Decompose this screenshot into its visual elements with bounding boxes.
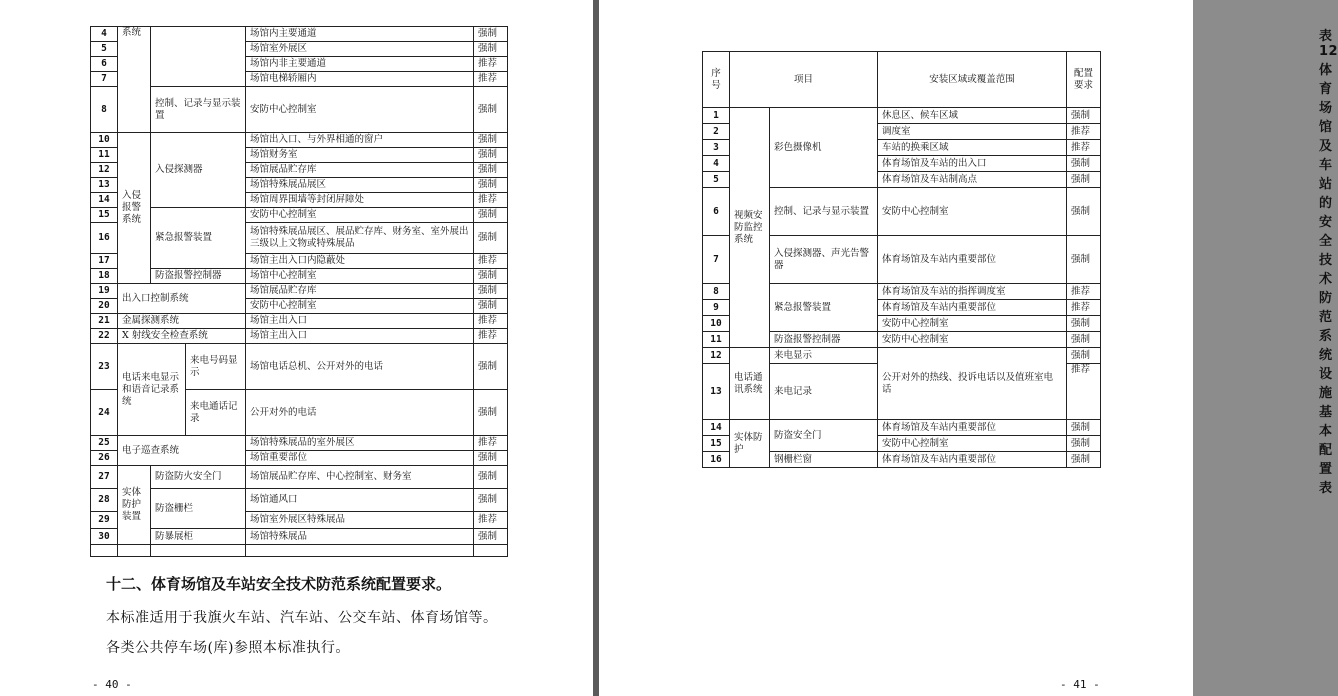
row-number: 23	[91, 344, 118, 390]
scope-cell: 安防中心控制室	[878, 436, 1067, 452]
req-cell: 推荐	[474, 57, 508, 72]
scope-cell: 场馆特殊展品	[246, 529, 474, 545]
req-cell: 推荐	[1067, 300, 1101, 316]
row-number: 2	[703, 124, 730, 140]
scope-cell: 安防中心控制室	[246, 87, 474, 133]
req-cell: 推荐	[1067, 364, 1101, 420]
table-row	[91, 329, 508, 344]
row-number: 9	[703, 300, 730, 316]
scope-cell: 体育场馆及车站内重要部位	[878, 420, 1067, 436]
req-cell: 强制	[474, 87, 508, 133]
header-scope: 安装区域或覆盖范围	[878, 52, 1067, 108]
system-cell: 电话通讯系统	[730, 348, 770, 420]
scope-cell: 场馆特殊展品的室外展区	[246, 436, 474, 451]
table-row	[91, 208, 508, 223]
item-cell: 控制、记录与显示装置	[151, 87, 246, 133]
item-cell: 来电号码显示	[186, 344, 246, 390]
req-cell: 强制	[474, 451, 508, 466]
scope-cell: 场馆出入口、与外界相通的窗户	[246, 133, 474, 148]
req-cell: 强制	[474, 284, 508, 299]
item-cell: 防盗报警控制器	[151, 269, 246, 284]
row-number: 4	[91, 27, 118, 42]
table-row	[703, 108, 1101, 124]
table-row	[91, 284, 508, 299]
row-number: 14	[91, 193, 118, 208]
item-cell: 防盗报警控制器	[770, 332, 878, 348]
req-cell: 强制	[1067, 452, 1101, 468]
req-cell: 强制	[474, 148, 508, 163]
table-row	[91, 27, 508, 42]
req-cell: 强制	[474, 529, 508, 545]
system-cell: 电子巡查系统	[118, 436, 246, 466]
row-number: 15	[703, 436, 730, 452]
req-cell: 强制	[474, 42, 508, 57]
header-item: 项目	[730, 52, 878, 108]
scope-cell: 场馆室外展区特殊展品	[246, 512, 474, 529]
header-number: 序号	[703, 52, 730, 108]
row-number: 7	[91, 72, 118, 87]
left-config-table	[90, 26, 508, 557]
item-cell: 来电通话记录	[186, 390, 246, 436]
req-cell: 强制	[1067, 436, 1101, 452]
req-cell: 强制	[474, 178, 508, 193]
row-number: 21	[91, 314, 118, 329]
scope-cell: 场馆特殊展品展区、展品贮存库、财务室、室外展出三级以上文物或特殊展品	[246, 223, 474, 254]
row-number: 12	[703, 348, 730, 364]
req-cell: 强制	[474, 208, 508, 223]
req-cell: 强制	[1067, 348, 1101, 364]
row-number: 12	[91, 163, 118, 178]
table-row	[703, 420, 1101, 436]
scope-cell: 场馆内非主要通道	[246, 57, 474, 72]
req-cell: 强制	[1067, 236, 1101, 284]
row-number: 13	[703, 364, 730, 420]
table-row	[91, 489, 508, 512]
req-cell: 强制	[1067, 420, 1101, 436]
section-heading: 十二、体育场馆及车站安全技术防范系统配置要求。	[106, 575, 452, 593]
item-cell: 防盗防火安全门	[151, 466, 246, 489]
scope-cell: 场馆展品贮存库	[246, 284, 474, 299]
row-number: 15	[91, 208, 118, 223]
row-number: 30	[91, 529, 118, 545]
scope-cell: 场馆周界围墙等封闭屏障处	[246, 193, 474, 208]
req-cell: 强制	[1067, 332, 1101, 348]
req-cell: 强制	[474, 269, 508, 284]
item-cell: 控制、记录与显示装置	[770, 188, 878, 236]
scope-cell: 调度室	[878, 124, 1067, 140]
item-cell: 入侵探测器	[151, 133, 246, 208]
row-number: 14	[703, 420, 730, 436]
scope-cell: 场馆主出入口内隐蔽处	[246, 254, 474, 269]
system-cell: 系统	[118, 27, 151, 133]
scope-cell: 体育场馆及车站的指挥调度室	[878, 284, 1067, 300]
scope-cell: 场馆主出入口	[246, 329, 474, 344]
row-number: 3	[703, 140, 730, 156]
item-cell: 紧急报警装置	[770, 284, 878, 332]
table-title: 表 12 体育场馆及车站的安全技术防范系统设施基本配置表	[1319, 29, 1338, 496]
req-cell: 推荐	[474, 254, 508, 269]
table-row	[703, 348, 1101, 364]
req-cell: 强制	[1067, 156, 1101, 172]
row-number: 11	[91, 148, 118, 163]
item-cell: 防盗栅栏	[151, 489, 246, 529]
scope-cell: 场馆电话总机、公开对外的电话	[246, 344, 474, 390]
scope-cell: 安防中心控制室	[878, 188, 1067, 236]
req-cell: 推荐	[474, 72, 508, 87]
scope-cell: 体育场馆及车站的出入口	[878, 156, 1067, 172]
scope-cell: 体育场馆及车站内重要部位	[878, 452, 1067, 468]
scope-cell: 安防中心控制室	[878, 316, 1067, 332]
item-cell: 彩色摄像机	[770, 108, 878, 188]
req-cell: 强制	[474, 163, 508, 178]
scope-cell: 安防中心控制室	[246, 208, 474, 223]
row-number: 25	[91, 436, 118, 451]
scope-cell: 场馆通风口	[246, 489, 474, 512]
req-cell: 强制	[474, 223, 508, 254]
item-cell: 入侵探测器、声光告警器	[770, 236, 878, 284]
row-number: 8	[91, 87, 118, 133]
req-cell: 推荐	[1067, 284, 1101, 300]
scope-cell: 场馆电梯轿厢内	[246, 72, 474, 87]
scope-cell: 场馆重要部位	[246, 451, 474, 466]
left-page	[0, 0, 593, 696]
table-row	[91, 269, 508, 284]
table-row	[91, 436, 508, 451]
row-number: 6	[703, 188, 730, 236]
scope-cell: 休息区、候车区域	[878, 108, 1067, 124]
system-cell: 视频安防监控系统	[730, 108, 770, 348]
scope-cell: 安防中心控制室	[878, 332, 1067, 348]
scope-cell: 体育场馆及车站制高点	[878, 172, 1067, 188]
item-cell: 来电记录	[770, 364, 878, 420]
req-cell: 强制	[474, 489, 508, 512]
item-cell: 来电显示	[770, 348, 878, 364]
page-number: - 40 -	[92, 678, 132, 691]
req-cell: 推荐	[474, 193, 508, 208]
req-cell: 强制	[1067, 172, 1101, 188]
scope-cell: 场馆特殊展品展区	[246, 178, 474, 193]
row-number: 19	[91, 284, 118, 299]
row-number: 4	[703, 156, 730, 172]
row-number: 6	[91, 57, 118, 72]
row-number: 5	[91, 42, 118, 57]
req-cell: 强制	[474, 344, 508, 390]
req-cell: 推荐	[474, 314, 508, 329]
scope-cell: 安防中心控制室	[246, 299, 474, 314]
table-row	[91, 529, 508, 545]
item-cell: 防盗安全门	[770, 420, 878, 452]
req-cell: 推荐	[474, 329, 508, 344]
req-cell: 强制	[1067, 316, 1101, 332]
system-cell: 金属探测系统	[118, 314, 246, 329]
table-header-row	[703, 52, 1101, 108]
scope-cell: 场馆展品贮存库	[246, 163, 474, 178]
req-cell: 强制	[474, 466, 508, 489]
row-number: 27	[91, 466, 118, 489]
paragraph: 本标准适用于我旗火车站、汽车站、公交车站、体育场馆等。	[106, 610, 498, 626]
req-cell: 强制	[1067, 188, 1101, 236]
scope-cell: 场馆内主要通道	[246, 27, 474, 42]
row-number: 22	[91, 329, 118, 344]
system-cell: X 射线安全检查系统	[118, 329, 246, 344]
row-number: 24	[91, 390, 118, 436]
scope-cell: 场馆主出入口	[246, 314, 474, 329]
row-number: 17	[91, 254, 118, 269]
req-cell: 推荐	[1067, 140, 1101, 156]
table-row	[91, 87, 508, 133]
system-cell: 实体防护装置	[118, 466, 151, 545]
row-number: 10	[703, 316, 730, 332]
page-number: - 41 -	[1060, 678, 1100, 691]
req-cell: 强制	[1067, 108, 1101, 124]
scope-cell: 车站的换乘区域	[878, 140, 1067, 156]
scope-cell: 体育场馆及车站内重要部位	[878, 300, 1067, 316]
req-cell: 推荐	[474, 512, 508, 529]
row-number: 29	[91, 512, 118, 529]
item-cell: 紧急报警装置	[151, 208, 246, 269]
item-cell: 钢栅栏窗	[770, 452, 878, 468]
row-number: 20	[91, 299, 118, 314]
req-cell: 推荐	[474, 436, 508, 451]
item-cell: 防暴展柜	[151, 529, 246, 545]
scope-cell: 场馆中心控制室	[246, 269, 474, 284]
right-config-table	[702, 51, 1101, 468]
system-cell: 入侵报警系统	[118, 133, 151, 284]
row-number: 28	[91, 489, 118, 512]
header-req: 配置要求	[1067, 52, 1101, 108]
scope-cell: 场馆财务室	[246, 148, 474, 163]
req-cell: 强制	[474, 27, 508, 42]
req-cell: 推荐	[1067, 124, 1101, 140]
row-number: 5	[703, 172, 730, 188]
row-number: 16	[91, 223, 118, 254]
row-number: 26	[91, 451, 118, 466]
row-number: 13	[91, 178, 118, 193]
row-number: 8	[703, 284, 730, 300]
row-number: 11	[703, 332, 730, 348]
paragraph: 各类公共停车场(库)参照本标准执行。	[106, 640, 350, 656]
table-row	[91, 344, 508, 390]
system-cell: 实体防护	[730, 420, 770, 468]
table-row	[91, 314, 508, 329]
req-cell: 强制	[474, 299, 508, 314]
row-number: 1	[703, 108, 730, 124]
req-cell: 强制	[474, 133, 508, 148]
row-number: 18	[91, 269, 118, 284]
row-number: 10	[91, 133, 118, 148]
req-cell: 强制	[474, 390, 508, 436]
scope-cell: 体育场馆及车站内重要部位	[878, 236, 1067, 284]
system-cell: 出入口控制系统	[118, 284, 246, 314]
table-row	[91, 133, 508, 148]
item-cell	[151, 27, 246, 87]
scope-cell: 场馆室外展区	[246, 42, 474, 57]
row-number: 7	[703, 236, 730, 284]
row-number: 16	[703, 452, 730, 468]
scope-cell: 场馆展品贮存库、中心控制室、财务室	[246, 466, 474, 489]
system-cell: 电话来电显示和语音记录系统	[118, 344, 186, 436]
scope-cell: 公开对外的热线、投诉电话以及值班室电话	[878, 348, 1067, 420]
scope-cell: 公开对外的电话	[246, 390, 474, 436]
table-row	[91, 545, 508, 557]
table-row	[91, 466, 508, 489]
